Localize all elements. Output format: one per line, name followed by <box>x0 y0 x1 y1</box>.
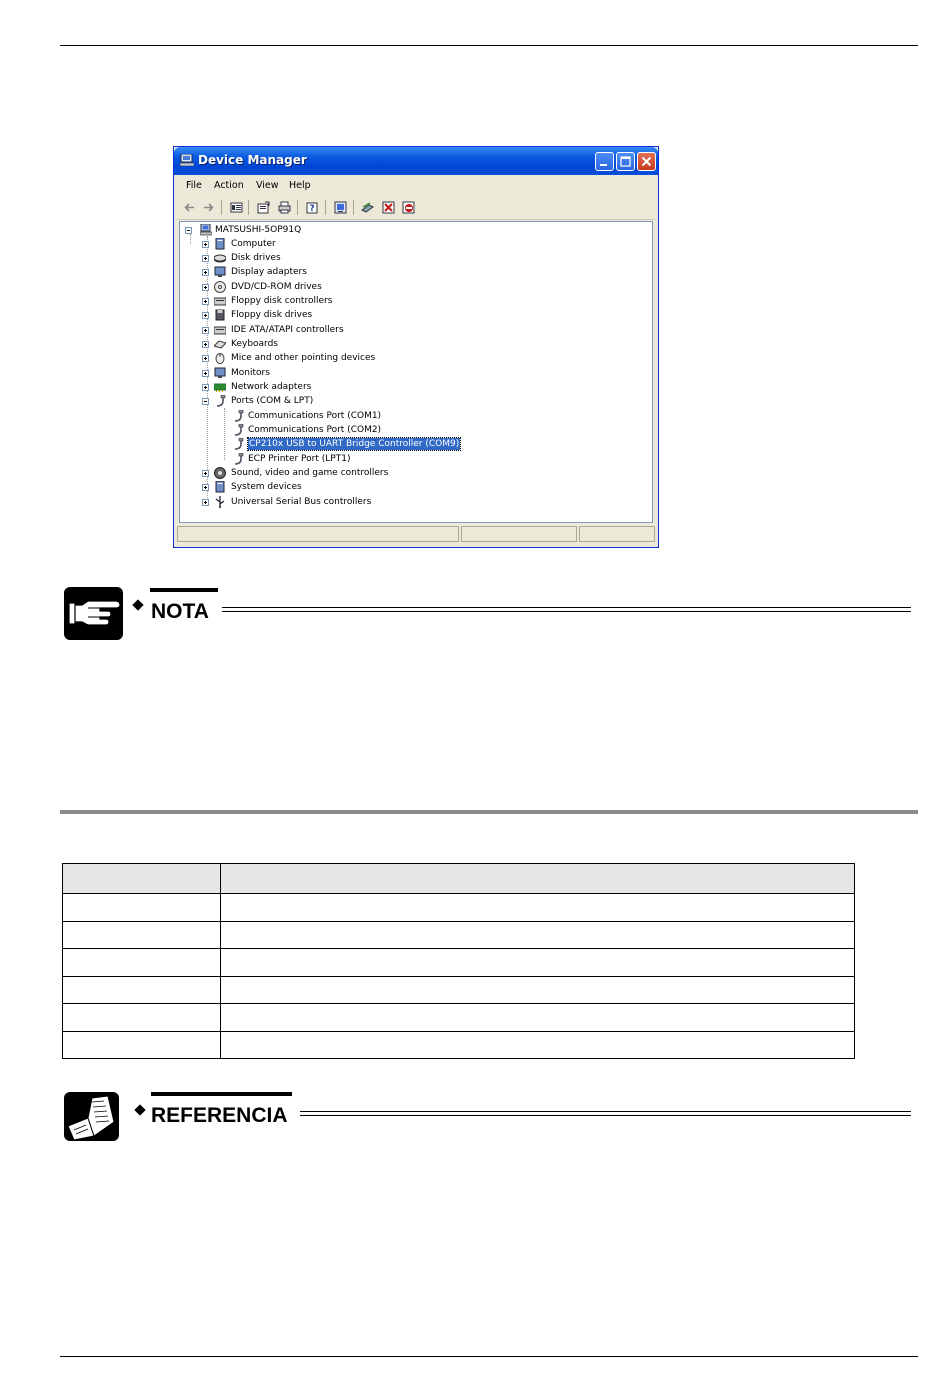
device-manager-window <box>173 146 659 548</box>
uninstall-icon[interactable] <box>382 201 395 214</box>
nota-rule <box>222 611 911 612</box>
tree-item-label: System devices <box>231 482 302 492</box>
sound-icon <box>214 467 226 479</box>
keyboard-icon <box>214 338 226 350</box>
expand-toggle[interactable] <box>202 470 209 477</box>
minimize-icon <box>596 153 613 170</box>
tree-item-label: Communications Port (COM1) <box>248 411 382 421</box>
tree-connector <box>190 234 191 244</box>
tree-connector <box>224 408 225 460</box>
table-cell <box>63 1004 221 1032</box>
tree-item-label: Computer <box>231 239 276 249</box>
table-cell <box>63 1031 221 1059</box>
status-bar <box>177 526 655 544</box>
table-cell <box>63 949 221 977</box>
maximize-button[interactable] <box>616 152 635 171</box>
expand-toggle[interactable] <box>202 284 209 291</box>
window-title: Device Manager <box>198 153 307 167</box>
expand-toggle[interactable] <box>202 255 209 262</box>
floppy-controller-icon <box>214 295 226 307</box>
nota-top-bar <box>150 588 218 592</box>
section-rule <box>60 810 918 814</box>
close-button[interactable] <box>637 152 656 171</box>
tree-item-label: IDE ATA/ATAPI controllers <box>231 325 344 335</box>
table-cell <box>221 1031 855 1059</box>
back-icon[interactable] <box>183 201 196 214</box>
usb-icon <box>214 496 226 508</box>
table-row <box>63 976 855 1004</box>
monitor-icon <box>214 367 226 379</box>
table-row <box>63 894 855 922</box>
tree-item-label: Keyboards <box>231 339 278 349</box>
forward-icon[interactable] <box>202 201 215 214</box>
expand-toggle[interactable] <box>202 269 209 276</box>
update-driver-icon[interactable] <box>257 201 270 214</box>
referencia-rule <box>300 1111 911 1112</box>
table-cell <box>221 1004 855 1032</box>
scan-hardware-icon[interactable] <box>334 201 347 214</box>
table-cell <box>63 976 221 1004</box>
port-icon <box>232 453 244 465</box>
computer-icon <box>214 238 226 250</box>
computer-icon <box>200 224 212 236</box>
network-adapter-icon <box>214 381 226 393</box>
referencia-diamond <box>134 1104 145 1115</box>
spec-table <box>62 863 855 1059</box>
expand-toggle[interactable] <box>202 370 209 377</box>
port-icon <box>232 410 244 422</box>
status-cell <box>579 526 655 542</box>
system-devices-icon <box>214 481 226 493</box>
pointing-hand-icon <box>64 587 123 640</box>
maximize-icon <box>617 153 634 170</box>
nota-rule <box>222 607 911 608</box>
collapse-toggle[interactable] <box>202 398 209 405</box>
minimize-button[interactable] <box>595 152 614 171</box>
expand-toggle[interactable] <box>202 312 209 319</box>
toolbar-separator <box>325 200 326 215</box>
nota-icon-box <box>64 587 123 640</box>
referencia-icon-box <box>64 1092 119 1141</box>
expand-toggle[interactable] <box>202 241 209 248</box>
expand-toggle[interactable] <box>202 384 209 391</box>
table-cell <box>221 949 855 977</box>
tree-item-label: Universal Serial Bus controllers <box>231 497 372 507</box>
table-cell <box>221 976 855 1004</box>
print-icon[interactable] <box>278 201 291 214</box>
tree-item-label: Floppy disk drives <box>231 310 313 320</box>
toolbar-separator <box>353 200 354 215</box>
toolbar <box>177 196 655 220</box>
table-header-cell <box>221 864 855 894</box>
nota-diamond <box>132 599 143 610</box>
toolbar-separator <box>297 200 298 215</box>
toolbar-separator <box>221 200 222 215</box>
expand-toggle[interactable] <box>202 298 209 305</box>
port-icon <box>232 424 244 436</box>
tree-item-label: ECP Printer Port (LPT1) <box>248 454 351 464</box>
tree-item-label: Communications Port (COM2) <box>248 425 382 435</box>
help-icon[interactable] <box>306 201 319 214</box>
close-icon <box>638 153 655 170</box>
referencia-label: REFERENCIA <box>151 1104 288 1127</box>
table-row <box>63 1004 855 1032</box>
status-cell <box>461 526 577 542</box>
tree-item-label: Disk drives <box>231 253 281 263</box>
tree-item-label: Sound, video and game controllers <box>231 468 389 478</box>
properties-icon[interactable] <box>230 201 243 214</box>
tree-item-label-selected: CP210x USB to UART Bridge Controller (COM9) <box>249 439 460 449</box>
menu-bar <box>177 175 655 197</box>
tree-item-label: Monitors <box>231 368 270 378</box>
table-row <box>63 921 855 949</box>
computer-icon <box>180 154 194 166</box>
bottom-rule <box>60 1356 918 1357</box>
expand-toggle[interactable] <box>202 484 209 491</box>
referencia-rule <box>300 1115 911 1116</box>
port-icon <box>214 395 226 407</box>
display-adapter-icon <box>214 266 226 278</box>
table-cell <box>63 894 221 922</box>
floppy-drive-icon <box>214 309 226 321</box>
table-header-row <box>63 864 855 894</box>
nota-label: NOTA <box>151 600 209 623</box>
menu-help[interactable]: Help <box>289 180 311 191</box>
expand-toggle[interactable] <box>202 355 209 362</box>
device-icon[interactable] <box>361 201 374 214</box>
status-cell <box>177 526 459 542</box>
tree-item-label: Network adapters <box>231 382 312 392</box>
menu-action[interactable]: Action <box>214 180 244 191</box>
table-cell <box>63 921 221 949</box>
device-tree[interactable] <box>179 221 653 523</box>
ide-controller-icon <box>214 324 226 336</box>
tree-item-label: Ports (COM & LPT) <box>231 396 314 406</box>
tree-root-label: MATSUSHI-5OP91Q <box>215 225 302 235</box>
table-cell <box>221 921 855 949</box>
svg-text:?: ? <box>309 204 315 214</box>
expand-toggle[interactable] <box>202 499 209 506</box>
table-row <box>63 949 855 977</box>
menu-file[interactable]: File <box>186 180 202 191</box>
menu-view[interactable]: View <box>256 180 279 191</box>
top-rule <box>60 45 918 46</box>
tree-item-label: Floppy disk controllers <box>231 296 333 306</box>
expand-toggle[interactable] <box>202 327 209 334</box>
table-header-cell <box>63 864 221 894</box>
toolbar-separator <box>248 200 249 215</box>
collapse-toggle[interactable] <box>185 227 192 234</box>
port-icon <box>232 438 244 450</box>
title-bar[interactable] <box>174 147 658 175</box>
table-row <box>63 1031 855 1059</box>
tree-item-label: Mice and other pointing devices <box>231 353 376 363</box>
tree-item-label: Display adapters <box>231 267 307 277</box>
disable-icon[interactable] <box>402 201 415 214</box>
cd-drive-icon <box>214 281 226 293</box>
expand-toggle[interactable] <box>202 341 209 348</box>
tree-item-label: DVD/CD-ROM drives <box>231 282 322 292</box>
disk-drive-icon <box>214 252 226 264</box>
mouse-icon <box>214 352 226 364</box>
referencia-top-bar <box>151 1092 292 1096</box>
open-book-icon <box>64 1092 119 1141</box>
table-cell <box>221 894 855 922</box>
